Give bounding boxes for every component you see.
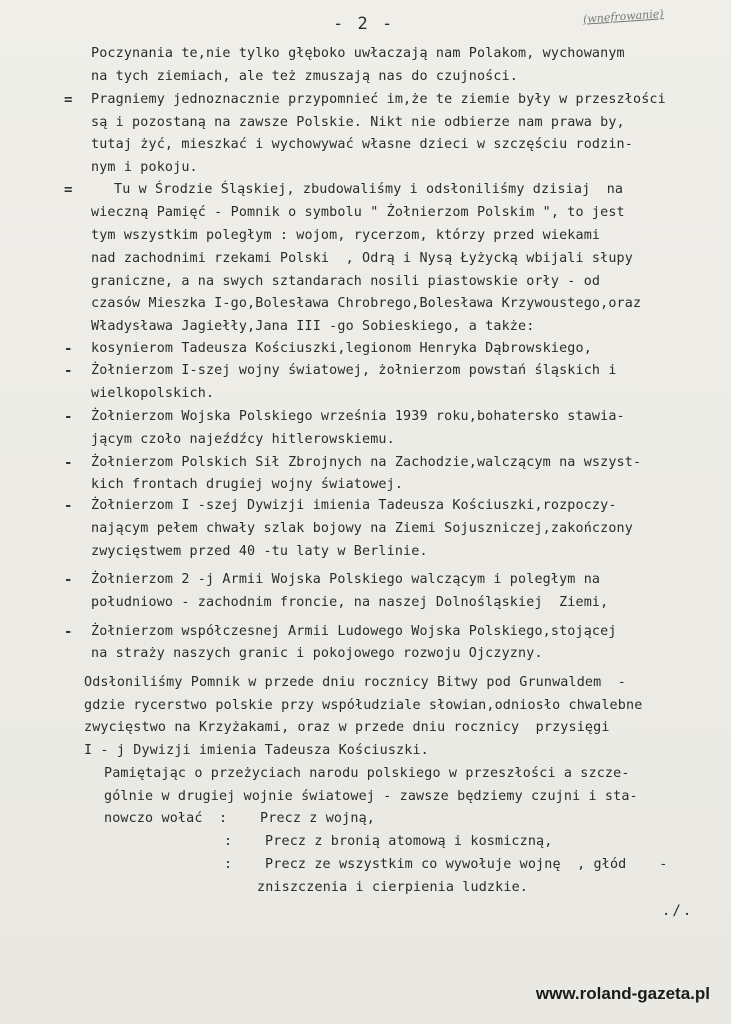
text-line: tym wszystkim poległym : wojom, rycerzom, którzy przed wiekami: [91, 228, 601, 243]
text-line: kosynierom Tadeusza Kościuszki,legionom Henryka Dąbrowskiego,: [91, 341, 592, 356]
text-line: Żołnierzom współczesnej Armii Ludowego Wojska Polskiego,stojącej: [91, 624, 617, 639]
text-line: zniszczenia i cierpienia ludzkie.: [257, 880, 528, 895]
text-line: Odsłoniliśmy Pomnik w przede dniu rocznicy Bitwy pod Grunwaldem -: [84, 675, 626, 690]
text-line: zwycięstwem przed 40 -tu laty w Berlinie.: [91, 544, 428, 559]
text-line: nowczo wołać : Precz z wojną,: [104, 811, 375, 826]
text-line: czasów Mieszka I-go,Bolesława Chrobrego,Bolesława Krzywoustego,oraz: [91, 296, 642, 311]
text-line: Władysława Jagiełły,Jana III -go Sobieskiego, a także:: [91, 319, 535, 334]
text-line: Tu w Środzie Śląskiej, zbudowaliśmy i odsłoniliśmy dzisiaj na: [114, 182, 624, 197]
text-line: Pragniemy jednoznacznie przypomnieć im,że te ziemie były w przeszłości: [91, 92, 666, 107]
margin-mark: -: [64, 341, 73, 357]
handwritten-note: (wnefrowanie): [582, 7, 664, 26]
text-line: Żołnierzom I -szej Dywizji imienia Tadeusza Kościuszki,rozpoczy-: [91, 498, 617, 513]
page-number: - 2 -: [333, 14, 395, 34]
text-line: graniczne, a na swych sztandarach nosili piastowskie orły - od: [91, 274, 601, 289]
margin-mark: -: [64, 409, 73, 425]
text-line: jącym czoło najeźdźcy hitlerowskiemu.: [91, 432, 395, 447]
text-line: Żołnierzom I-szej wojny światowej, żołnierzom powstań śląskich i: [91, 363, 617, 378]
text-line: Żołnierzom 2 -j Armii Wojska Polskiego walczącym i poległym na: [91, 572, 601, 587]
text-line: Żołnierzom Wojska Polskiego września 1939 roku,bohatersko stawia-: [91, 409, 625, 424]
text-line: Żołnierzom Polskich Sił Zbrojnych na Zachodzie,walczącym na wszyst-: [91, 455, 642, 470]
text-line: : Precz z bronią atomową i kosmiczną,: [224, 834, 553, 849]
source-watermark: www.roland-gazeta.pl: [535, 984, 710, 1003]
text-line: I - j Dywizji imienia Tadeusza Kościuszki.: [84, 743, 429, 758]
text-line: : Precz ze wszystkim co wywołuje wojnę , głód -: [224, 857, 668, 872]
margin-mark: -: [64, 498, 73, 514]
text-line: kich frontach drugiej wojny światowej.: [91, 477, 404, 492]
text-line: gdzie rycerstwo polskie przy współudziale słowian,odniosło chwalebne: [84, 698, 643, 713]
text-line: nającym pełem chwały szlak bojowy na Ziemi Sojuszniczej,zakończony: [91, 521, 633, 536]
margin-mark: -: [64, 624, 73, 640]
text-line: zwycięstwo na Krzyżakami, oraz w przede dniu rocznicy przysięgi: [84, 720, 610, 735]
text-line: Poczynania te,nie tylko głęboko uwłaczają nam Polakom, wychowanym: [91, 46, 625, 61]
text-line: są i pozostaną na zawsze Polskie. Nikt nie odbierze nam prawa by,: [91, 115, 625, 130]
text-line: gólnie w drugiej wojnie światowej - zawsze będziemy czujni i sta-: [104, 789, 638, 804]
margin-mark: =: [64, 182, 73, 198]
text-line: Pamiętając o przeżyciach narodu polskiego w przeszłości a szcze-: [104, 766, 630, 781]
margin-mark: -: [64, 455, 73, 471]
text-line: wieczną Pamięć - Pomnik o symbolu " Żołnierzom Polskim ", to jest: [91, 205, 625, 220]
closing-mark: ./.: [662, 903, 694, 919]
text-line: wielkopolskich.: [91, 386, 215, 401]
text-line: nym i pokoju.: [91, 160, 198, 175]
margin-mark: -: [64, 572, 73, 588]
text-line: na tych ziemiach, ale też zmuszają nas do czujności.: [91, 69, 519, 84]
margin-mark: -: [64, 363, 73, 379]
text-line: nad zachodnimi rzekami Polski , Odrą i Nysą Łyżycką wbijali słupy: [91, 251, 633, 266]
margin-mark: =: [64, 92, 73, 108]
text-line: na straży naszych granic i pokojowego rozwoju Ojczyzny.: [91, 646, 543, 661]
text-line: południowo - zachodnim froncie, na naszej Dolnośląskiej Ziemi,: [91, 595, 609, 610]
text-line: tutaj żyć, mieszkać i wychowywać własne dzieci w szczęściu rodzin-: [91, 137, 633, 152]
